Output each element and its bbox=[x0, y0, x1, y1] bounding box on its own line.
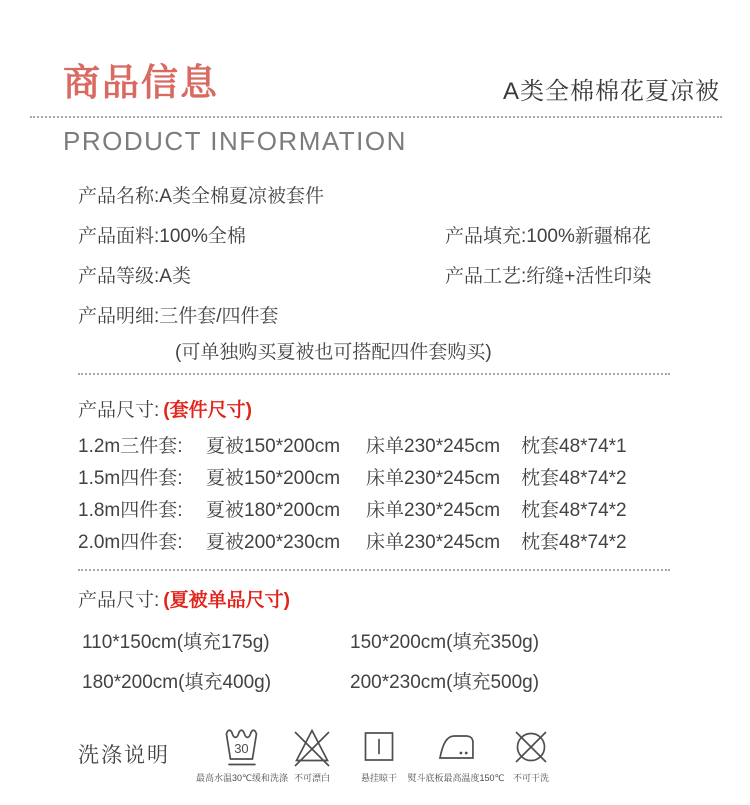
field-value: 100%全棉 bbox=[159, 226, 246, 247]
no-bleach-icon bbox=[292, 725, 332, 769]
set-name: 2.0m四件套: bbox=[78, 532, 183, 553]
field-right bbox=[445, 257, 651, 297]
washing-item-no-bleach bbox=[292, 725, 332, 784]
table-row bbox=[82, 663, 750, 703]
size-label: 产品尺寸: bbox=[78, 400, 160, 421]
set-name: 1.8m四件套: bbox=[78, 500, 183, 521]
separator bbox=[78, 569, 670, 571]
washing-caption: 不可干洗 bbox=[512, 773, 549, 783]
table-row bbox=[78, 463, 750, 495]
washing-caption: 悬挂晾干 bbox=[360, 773, 397, 783]
washing-caption: 最高水温30℃缓和洗涤 bbox=[195, 773, 289, 783]
set-size-heading bbox=[78, 393, 750, 429]
single-size-heading bbox=[78, 583, 750, 619]
single-size-grid bbox=[82, 623, 750, 703]
washing-caption: 熨斗底板最高温度150℃ bbox=[407, 773, 505, 783]
table-row bbox=[82, 623, 750, 663]
washing-caption: 不可漂白 bbox=[293, 773, 330, 783]
field-label: 产品名称: bbox=[78, 186, 160, 207]
field-label: 产品明细: bbox=[78, 306, 160, 327]
svg-text:30: 30 bbox=[234, 741, 249, 756]
field-value: A类全棉夏凉被套件 bbox=[159, 186, 324, 207]
table-row bbox=[78, 431, 750, 463]
pillow-size: 枕套48*74*1 bbox=[521, 436, 627, 457]
table-row bbox=[78, 495, 750, 527]
washing-item-max-temp bbox=[196, 725, 288, 784]
quilt-size: 夏被150*200cm bbox=[206, 468, 341, 489]
size-item: 110*150cm(填充175g) bbox=[82, 632, 270, 653]
field-value: A类 bbox=[159, 266, 191, 287]
washing-section bbox=[0, 725, 750, 805]
field-right bbox=[445, 217, 651, 257]
size-sublabel: (夏被单品尺寸) bbox=[163, 590, 290, 611]
purchase-note: (可单独购买夏被也可搭配四件套购买) bbox=[175, 342, 492, 363]
page-subtitle-en: PRODUCT INFORMATION bbox=[63, 126, 407, 156]
size-item: 200*230cm(填充500g) bbox=[350, 672, 540, 693]
info-row-grade-craft bbox=[78, 257, 750, 297]
no-dry-clean-icon bbox=[511, 725, 551, 769]
pillow-size: 枕套48*74*2 bbox=[521, 468, 627, 489]
field-label: 产品工艺: bbox=[445, 266, 527, 287]
product-name-heading: A类全棉棉花夏凉被 bbox=[502, 78, 720, 105]
wash-30-icon bbox=[222, 725, 262, 769]
info-row-name bbox=[78, 177, 750, 217]
sheet-size: 床单230*245cm bbox=[366, 468, 501, 489]
hang-dry-icon bbox=[359, 725, 399, 769]
basic-info-section bbox=[78, 177, 750, 369]
table-row bbox=[78, 527, 750, 559]
washing-item-hang-dry bbox=[359, 725, 399, 784]
set-name: 1.5m四件套: bbox=[78, 468, 183, 489]
sheet-size: 床单230*245cm bbox=[366, 436, 501, 457]
field-value: 绗缝+活性印染 bbox=[526, 266, 652, 287]
size-item: 180*200cm(填充400g) bbox=[82, 672, 272, 693]
info-row-detail bbox=[78, 297, 750, 337]
field-label: 产品填充: bbox=[445, 226, 527, 247]
sheet-size: 床单230*245cm bbox=[366, 532, 501, 553]
pillow-size: 枕套48*74*2 bbox=[521, 500, 627, 521]
field-label: 产品面料: bbox=[78, 226, 160, 247]
separator bbox=[78, 373, 670, 375]
header bbox=[30, 0, 722, 118]
washing-item-iron bbox=[407, 725, 504, 784]
field-value: 100%新疆棉花 bbox=[526, 226, 651, 247]
page-title: 商品信息 bbox=[63, 62, 219, 103]
iron-150-icon bbox=[436, 725, 476, 769]
washing-item-no-dry-clean bbox=[511, 725, 551, 784]
pillow-size: 枕套48*74*2 bbox=[521, 532, 627, 553]
set-size-table bbox=[78, 431, 750, 559]
size-item: 150*200cm(填充350g) bbox=[350, 632, 540, 653]
sheet-size: 床单230*245cm bbox=[366, 500, 501, 521]
quilt-size: 夏被180*200cm bbox=[206, 500, 341, 521]
set-name: 1.2m三件套: bbox=[78, 436, 183, 457]
size-sublabel: (套件尺寸) bbox=[163, 400, 252, 421]
field-value: 三件套/四件套 bbox=[159, 306, 279, 327]
quilt-size: 夏被150*200cm bbox=[206, 436, 341, 457]
info-row-fabric-filling bbox=[78, 217, 750, 257]
size-label: 产品尺寸: bbox=[78, 590, 160, 611]
washing-label: 洗涤说明 bbox=[78, 744, 170, 767]
quilt-size: 夏被200*230cm bbox=[206, 532, 341, 553]
field-label: 产品等级: bbox=[78, 266, 160, 287]
